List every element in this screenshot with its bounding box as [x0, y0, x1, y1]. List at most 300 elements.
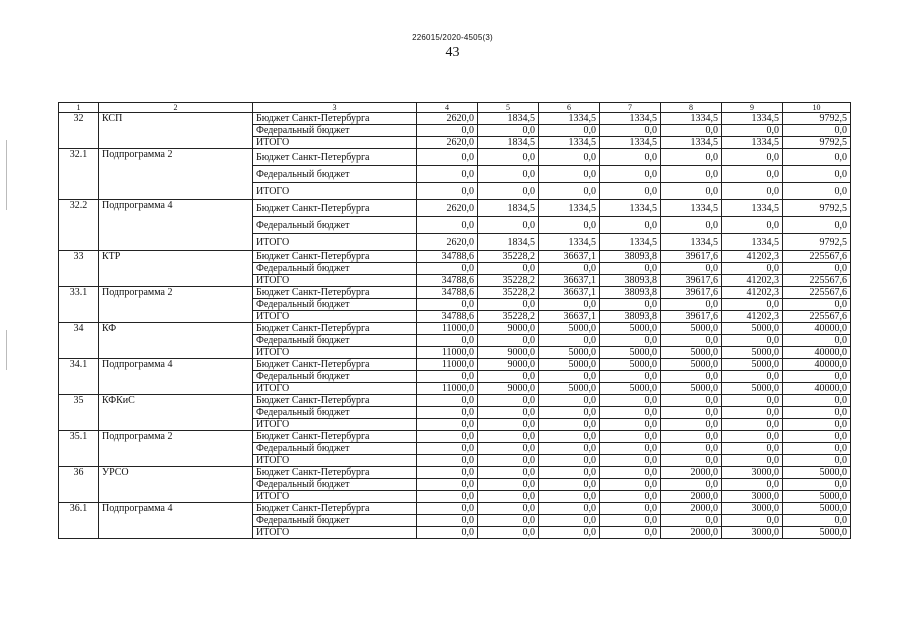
- value-cell: 1334,5: [661, 137, 722, 149]
- value-cell: 0,0: [661, 515, 722, 527]
- value-cell: 38093,8: [600, 275, 661, 287]
- column-header: 3: [253, 103, 417, 113]
- table-row: [59, 200, 851, 217]
- value-cell: 5000,0: [783, 503, 851, 515]
- value-cell: 35228,2: [478, 311, 539, 323]
- budget-table: [58, 102, 851, 539]
- value-cell: 0,0: [722, 125, 783, 137]
- funding-source: Бюджет Санкт-Петербурга: [253, 359, 417, 371]
- value-cell: 2620,0: [417, 234, 478, 251]
- value-cell: 1334,5: [722, 137, 783, 149]
- funding-source: ИТОГО: [253, 491, 417, 503]
- value-cell: 0,0: [417, 263, 478, 275]
- value-cell: 0,0: [539, 503, 600, 515]
- table-row: [59, 503, 851, 515]
- value-cell: 0,0: [417, 527, 478, 539]
- value-cell: 0,0: [600, 479, 661, 491]
- value-cell: 0,0: [478, 407, 539, 419]
- value-cell: 9792,5: [783, 113, 851, 125]
- value-cell: 0,0: [722, 183, 783, 200]
- value-cell: 0,0: [417, 395, 478, 407]
- value-cell: 5000,0: [600, 383, 661, 395]
- value-cell: 0,0: [783, 149, 851, 166]
- value-cell: 5000,0: [661, 359, 722, 371]
- value-cell: 1334,5: [600, 137, 661, 149]
- value-cell: 9000,0: [478, 347, 539, 359]
- row-code: 36.1: [59, 503, 99, 539]
- value-cell: 0,0: [417, 125, 478, 137]
- value-cell: 41202,3: [722, 311, 783, 323]
- value-cell: 0,0: [661, 183, 722, 200]
- funding-source: Федеральный бюджет: [253, 166, 417, 183]
- funding-source: ИТОГО: [253, 347, 417, 359]
- row-code: 32.1: [59, 149, 99, 200]
- funding-source: Федеральный бюджет: [253, 263, 417, 275]
- value-cell: 1334,5: [661, 113, 722, 125]
- value-cell: 0,0: [478, 527, 539, 539]
- funding-source: Федеральный бюджет: [253, 335, 417, 347]
- value-cell: 5000,0: [661, 347, 722, 359]
- row-name: КТР: [99, 251, 253, 287]
- value-cell: 1334,5: [661, 200, 722, 217]
- value-cell: 0,0: [661, 217, 722, 234]
- value-cell: 39617,6: [661, 311, 722, 323]
- value-cell: 1334,5: [600, 113, 661, 125]
- row-name: Подпрограмма 4: [99, 503, 253, 539]
- value-cell: 0,0: [722, 479, 783, 491]
- table-row: [59, 467, 851, 479]
- value-cell: 0,0: [722, 371, 783, 383]
- value-cell: 36637,1: [539, 251, 600, 263]
- table-row: [59, 149, 851, 166]
- value-cell: 0,0: [661, 443, 722, 455]
- value-cell: 9792,5: [783, 200, 851, 217]
- funding-source: Бюджет Санкт-Петербурга: [253, 287, 417, 299]
- value-cell: 0,0: [722, 419, 783, 431]
- value-cell: 2000,0: [661, 467, 722, 479]
- value-cell: 0,0: [600, 166, 661, 183]
- value-cell: 0,0: [478, 503, 539, 515]
- value-cell: 1834,5: [478, 113, 539, 125]
- value-cell: 0,0: [417, 491, 478, 503]
- value-cell: 225567,6: [783, 287, 851, 299]
- value-cell: 1334,5: [600, 200, 661, 217]
- value-cell: 0,0: [661, 455, 722, 467]
- value-cell: 0,0: [539, 527, 600, 539]
- value-cell: 0,0: [600, 371, 661, 383]
- value-cell: 0,0: [417, 419, 478, 431]
- table-row: [59, 251, 851, 263]
- row-name: КСП: [99, 113, 253, 149]
- value-cell: 0,0: [783, 395, 851, 407]
- value-cell: 0,0: [417, 443, 478, 455]
- value-cell: 0,0: [783, 515, 851, 527]
- value-cell: 0,0: [722, 299, 783, 311]
- value-cell: 0,0: [478, 335, 539, 347]
- funding-source: ИТОГО: [253, 311, 417, 323]
- funding-source: ИТОГО: [253, 183, 417, 200]
- value-cell: 0,0: [417, 467, 478, 479]
- funding-source: ИТОГО: [253, 419, 417, 431]
- table-row: [59, 395, 851, 407]
- funding-source: Бюджет Санкт-Петербурга: [253, 113, 417, 125]
- value-cell: 0,0: [600, 217, 661, 234]
- value-cell: 0,0: [783, 455, 851, 467]
- value-cell: 0,0: [722, 335, 783, 347]
- column-header: 5: [478, 103, 539, 113]
- value-cell: 11000,0: [417, 347, 478, 359]
- value-cell: 3000,0: [722, 491, 783, 503]
- row-name: КФ: [99, 323, 253, 359]
- value-cell: 1334,5: [722, 234, 783, 251]
- value-cell: 0,0: [478, 515, 539, 527]
- column-header: 6: [539, 103, 600, 113]
- column-header: 8: [661, 103, 722, 113]
- funding-source: Бюджет Санкт-Петербурга: [253, 467, 417, 479]
- value-cell: 5000,0: [539, 347, 600, 359]
- value-cell: 0,0: [539, 419, 600, 431]
- value-cell: 0,0: [600, 149, 661, 166]
- value-cell: 0,0: [661, 431, 722, 443]
- value-cell: 0,0: [783, 479, 851, 491]
- value-cell: 0,0: [417, 515, 478, 527]
- value-cell: 1334,5: [661, 234, 722, 251]
- value-cell: 0,0: [783, 166, 851, 183]
- column-header: 2: [99, 103, 253, 113]
- funding-source: ИТОГО: [253, 527, 417, 539]
- value-cell: 0,0: [417, 299, 478, 311]
- value-cell: 0,0: [478, 455, 539, 467]
- value-cell: 0,0: [722, 149, 783, 166]
- value-cell: 0,0: [722, 407, 783, 419]
- row-code: 35.1: [59, 431, 99, 467]
- value-cell: 38093,8: [600, 287, 661, 299]
- value-cell: 1334,5: [539, 200, 600, 217]
- value-cell: 225567,6: [783, 311, 851, 323]
- value-cell: 2620,0: [417, 113, 478, 125]
- value-cell: 0,0: [661, 125, 722, 137]
- row-name: Подпрограмма 2: [99, 287, 253, 323]
- value-cell: 36637,1: [539, 311, 600, 323]
- table-row: [59, 287, 851, 299]
- value-cell: 0,0: [783, 125, 851, 137]
- value-cell: 0,0: [478, 443, 539, 455]
- funding-source: Федеральный бюджет: [253, 443, 417, 455]
- row-name: Подпрограмма 2: [99, 431, 253, 467]
- column-header: 1: [59, 103, 99, 113]
- value-cell: 0,0: [478, 419, 539, 431]
- value-cell: 0,0: [417, 183, 478, 200]
- value-cell: 39617,6: [661, 251, 722, 263]
- value-cell: 0,0: [722, 217, 783, 234]
- value-cell: 5000,0: [539, 359, 600, 371]
- funding-source: ИТОГО: [253, 137, 417, 149]
- value-cell: 5000,0: [722, 359, 783, 371]
- value-cell: 0,0: [783, 263, 851, 275]
- funding-source: Бюджет Санкт-Петербурга: [253, 251, 417, 263]
- value-cell: 9792,5: [783, 137, 851, 149]
- value-cell: 9792,5: [783, 234, 851, 251]
- table-row: [59, 113, 851, 125]
- funding-source: Бюджет Санкт-Петербурга: [253, 200, 417, 217]
- value-cell: 0,0: [539, 515, 600, 527]
- value-cell: 0,0: [600, 431, 661, 443]
- value-cell: 0,0: [783, 407, 851, 419]
- funding-source: ИТОГО: [253, 383, 417, 395]
- value-cell: 0,0: [417, 455, 478, 467]
- value-cell: 38093,8: [600, 311, 661, 323]
- value-cell: 1834,5: [478, 200, 539, 217]
- column-header: 10: [783, 103, 851, 113]
- value-cell: 0,0: [539, 335, 600, 347]
- scan-margin-mark: [6, 140, 7, 210]
- value-cell: 0,0: [539, 299, 600, 311]
- value-cell: 0,0: [539, 263, 600, 275]
- value-cell: 0,0: [600, 527, 661, 539]
- value-cell: 225567,6: [783, 275, 851, 287]
- funding-source: ИТОГО: [253, 234, 417, 251]
- value-cell: 0,0: [600, 503, 661, 515]
- value-cell: 40000,0: [783, 359, 851, 371]
- value-cell: 2000,0: [661, 503, 722, 515]
- value-cell: 0,0: [783, 371, 851, 383]
- value-cell: 40000,0: [783, 323, 851, 335]
- value-cell: 0,0: [783, 419, 851, 431]
- value-cell: 225567,6: [783, 251, 851, 263]
- value-cell: 39617,6: [661, 275, 722, 287]
- value-cell: 0,0: [661, 335, 722, 347]
- value-cell: 5000,0: [539, 383, 600, 395]
- value-cell: 0,0: [600, 299, 661, 311]
- row-code: 33: [59, 251, 99, 287]
- value-cell: 0,0: [600, 455, 661, 467]
- value-cell: 0,0: [661, 166, 722, 183]
- value-cell: 0,0: [539, 371, 600, 383]
- value-cell: 0,0: [783, 443, 851, 455]
- value-cell: 0,0: [417, 217, 478, 234]
- value-cell: 0,0: [722, 443, 783, 455]
- value-cell: 0,0: [539, 183, 600, 200]
- value-cell: 0,0: [783, 183, 851, 200]
- value-cell: 0,0: [478, 149, 539, 166]
- value-cell: 2620,0: [417, 137, 478, 149]
- value-cell: 0,0: [783, 431, 851, 443]
- row-code: 36: [59, 467, 99, 503]
- value-cell: 3000,0: [722, 467, 783, 479]
- value-cell: 0,0: [600, 395, 661, 407]
- value-cell: 0,0: [661, 407, 722, 419]
- value-cell: 38093,8: [600, 251, 661, 263]
- value-cell: 0,0: [661, 371, 722, 383]
- value-cell: 0,0: [417, 149, 478, 166]
- value-cell: 0,0: [539, 491, 600, 503]
- value-cell: 9000,0: [478, 383, 539, 395]
- value-cell: 0,0: [600, 443, 661, 455]
- value-cell: 36637,1: [539, 275, 600, 287]
- value-cell: 0,0: [722, 263, 783, 275]
- value-cell: 0,0: [722, 395, 783, 407]
- value-cell: 40000,0: [783, 347, 851, 359]
- value-cell: 0,0: [417, 407, 478, 419]
- value-cell: 41202,3: [722, 251, 783, 263]
- value-cell: 1334,5: [539, 137, 600, 149]
- value-cell: 0,0: [661, 479, 722, 491]
- value-cell: 34788,6: [417, 275, 478, 287]
- value-cell: 5000,0: [722, 383, 783, 395]
- value-cell: 1334,5: [722, 113, 783, 125]
- funding-source: ИТОГО: [253, 275, 417, 287]
- value-cell: 5000,0: [600, 323, 661, 335]
- value-cell: 0,0: [539, 125, 600, 137]
- row-name: Подпрограмма 4: [99, 359, 253, 395]
- value-cell: 5000,0: [661, 323, 722, 335]
- value-cell: 1334,5: [539, 234, 600, 251]
- row-code: 34: [59, 323, 99, 359]
- value-cell: 0,0: [600, 407, 661, 419]
- value-cell: 35228,2: [478, 275, 539, 287]
- value-cell: 34788,6: [417, 287, 478, 299]
- value-cell: 0,0: [478, 125, 539, 137]
- value-cell: 9000,0: [478, 359, 539, 371]
- row-name: Подпрограмма 4: [99, 200, 253, 251]
- value-cell: 0,0: [722, 431, 783, 443]
- value-cell: 5000,0: [783, 491, 851, 503]
- value-cell: 35228,2: [478, 287, 539, 299]
- value-cell: 3000,0: [722, 503, 783, 515]
- funding-source: Федеральный бюджет: [253, 217, 417, 234]
- value-cell: 0,0: [661, 263, 722, 275]
- row-code: 35: [59, 395, 99, 431]
- table-body: [59, 113, 851, 539]
- value-cell: 0,0: [539, 217, 600, 234]
- value-cell: 40000,0: [783, 383, 851, 395]
- funding-source: ИТОГО: [253, 455, 417, 467]
- funding-source: Бюджет Санкт-Петербурга: [253, 323, 417, 335]
- funding-source: Федеральный бюджет: [253, 515, 417, 527]
- value-cell: 5000,0: [539, 323, 600, 335]
- value-cell: 0,0: [539, 455, 600, 467]
- value-cell: 5000,0: [722, 323, 783, 335]
- value-cell: 36637,1: [539, 287, 600, 299]
- value-cell: 5000,0: [600, 359, 661, 371]
- row-code: 32.2: [59, 200, 99, 251]
- value-cell: 0,0: [478, 166, 539, 183]
- value-cell: 0,0: [783, 335, 851, 347]
- value-cell: 1334,5: [539, 113, 600, 125]
- value-cell: 2000,0: [661, 527, 722, 539]
- value-cell: 2620,0: [417, 200, 478, 217]
- value-cell: 0,0: [661, 395, 722, 407]
- value-cell: 0,0: [417, 503, 478, 515]
- value-cell: 0,0: [539, 467, 600, 479]
- value-cell: 0,0: [600, 335, 661, 347]
- value-cell: 3000,0: [722, 527, 783, 539]
- value-cell: 0,0: [539, 395, 600, 407]
- value-cell: 0,0: [478, 217, 539, 234]
- page-number: 43: [445, 45, 460, 60]
- value-cell: 0,0: [417, 371, 478, 383]
- value-cell: 0,0: [600, 125, 661, 137]
- table-row: [59, 359, 851, 371]
- value-cell: 0,0: [600, 491, 661, 503]
- funding-source: Бюджет Санкт-Петербурга: [253, 149, 417, 166]
- value-cell: 0,0: [478, 479, 539, 491]
- funding-source: Федеральный бюджет: [253, 479, 417, 491]
- value-cell: 0,0: [417, 166, 478, 183]
- value-cell: 0,0: [478, 263, 539, 275]
- row-name: Подпрограмма 2: [99, 149, 253, 200]
- value-cell: 11000,0: [417, 383, 478, 395]
- value-cell: 0,0: [417, 479, 478, 491]
- column-header: 9: [722, 103, 783, 113]
- value-cell: 0,0: [478, 431, 539, 443]
- value-cell: 0,0: [600, 183, 661, 200]
- funding-source: Бюджет Санкт-Петербурга: [253, 431, 417, 443]
- value-cell: 0,0: [600, 419, 661, 431]
- column-header: 7: [600, 103, 661, 113]
- value-cell: 0,0: [661, 419, 722, 431]
- value-cell: 5000,0: [600, 347, 661, 359]
- value-cell: 34788,6: [417, 251, 478, 263]
- value-cell: 35228,2: [478, 251, 539, 263]
- funding-source: Бюджет Санкт-Петербурга: [253, 395, 417, 407]
- scan-margin-mark: [6, 330, 7, 370]
- value-cell: 0,0: [722, 515, 783, 527]
- value-cell: 9000,0: [478, 323, 539, 335]
- value-cell: 1834,5: [478, 137, 539, 149]
- value-cell: 0,0: [539, 166, 600, 183]
- value-cell: 0,0: [600, 263, 661, 275]
- value-cell: 0,0: [600, 467, 661, 479]
- value-cell: 0,0: [417, 431, 478, 443]
- value-cell: 0,0: [722, 455, 783, 467]
- value-cell: 1334,5: [600, 234, 661, 251]
- value-cell: 1334,5: [722, 200, 783, 217]
- value-cell: 41202,3: [722, 287, 783, 299]
- value-cell: 0,0: [539, 407, 600, 419]
- funding-source: Федеральный бюджет: [253, 407, 417, 419]
- value-cell: 0,0: [539, 479, 600, 491]
- funding-source: Федеральный бюджет: [253, 125, 417, 137]
- value-cell: 5000,0: [783, 467, 851, 479]
- value-cell: 5000,0: [783, 527, 851, 539]
- row-code: 32: [59, 113, 99, 149]
- value-cell: 0,0: [478, 467, 539, 479]
- funding-source: Федеральный бюджет: [253, 371, 417, 383]
- value-cell: 11000,0: [417, 323, 478, 335]
- value-cell: 0,0: [783, 299, 851, 311]
- funding-source: Бюджет Санкт-Петербурга: [253, 503, 417, 515]
- row-code: 33.1: [59, 287, 99, 323]
- value-cell: 0,0: [417, 335, 478, 347]
- value-cell: 0,0: [478, 183, 539, 200]
- value-cell: 41202,3: [722, 275, 783, 287]
- table-row: [59, 323, 851, 335]
- value-cell: 2000,0: [661, 491, 722, 503]
- column-header-row: [59, 103, 851, 113]
- value-cell: 0,0: [478, 491, 539, 503]
- value-cell: 39617,6: [661, 287, 722, 299]
- column-header: 4: [417, 103, 478, 113]
- value-cell: 0,0: [722, 166, 783, 183]
- document-code: 226015/2020-4505(3): [412, 33, 493, 42]
- value-cell: 0,0: [661, 149, 722, 166]
- value-cell: 0,0: [478, 371, 539, 383]
- value-cell: 0,0: [600, 515, 661, 527]
- value-cell: 0,0: [539, 149, 600, 166]
- row-code: 34.1: [59, 359, 99, 395]
- value-cell: 1834,5: [478, 234, 539, 251]
